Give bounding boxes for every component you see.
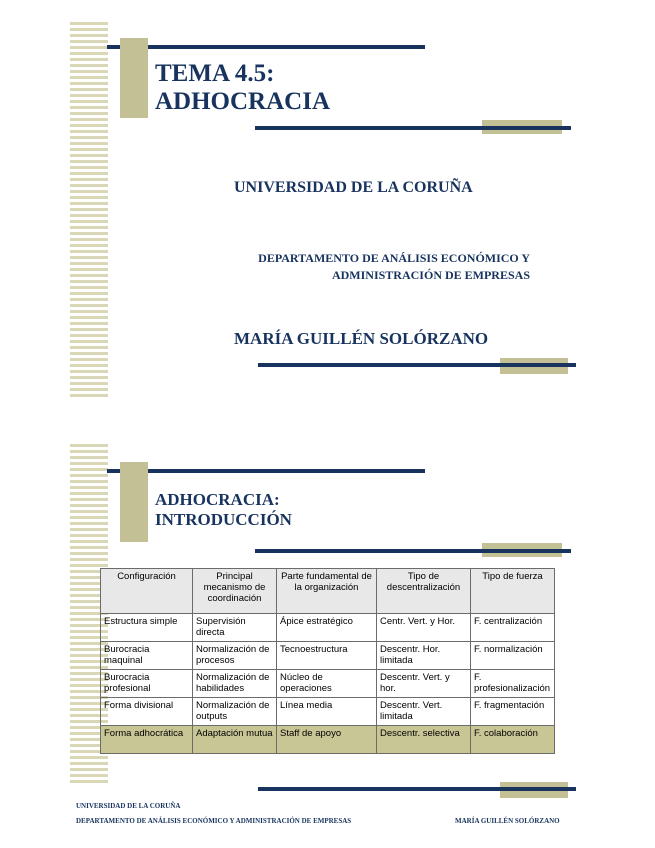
table-row: [101, 642, 555, 670]
author-name: MARÍA GUILLÉN SOLÓRZANO: [234, 329, 489, 348]
slide2-bottom-rule: [258, 787, 576, 791]
table-cell: Línea media: [277, 698, 377, 726]
department-line2: ADMINISTRACIÓN DE EMPRESAS: [331, 268, 530, 282]
table-cell: Tecnoestructura: [277, 642, 377, 670]
table-row: [101, 698, 555, 726]
table-cell: Descentr. selectiva: [377, 726, 471, 754]
table-cell: Ápice estratégico: [277, 614, 377, 642]
table-row-highlighted: [101, 726, 555, 754]
table-cell: Estructura simple: [101, 614, 193, 642]
table-cell: Normalización de outputs: [193, 698, 277, 726]
configurations-table: [100, 568, 555, 754]
table-cell: Descentr. Vert. limitada: [377, 698, 471, 726]
table-cell: F. normalización: [471, 642, 555, 670]
table-row: [101, 670, 555, 698]
footer-department: DEPARTAMENTO DE ANÁLISIS ECONÓMICO Y ADMINISTRACIÓN DE EMPRESAS: [76, 817, 352, 825]
slide1-title-line2: ADHOCRACIA: [155, 88, 330, 115]
bottom-rule: [258, 363, 576, 367]
table-cell: Forma divisional: [101, 698, 193, 726]
department-name: [150, 250, 530, 284]
title-accent-block: [120, 38, 148, 118]
table-cell: Burocracia maquinal: [101, 642, 193, 670]
table-cell: Descentr. Hor. limitada: [377, 642, 471, 670]
table-cell: F. profesionalización: [471, 670, 555, 698]
slide2-mid-rule: [255, 549, 571, 553]
mid-rule: [255, 126, 571, 130]
slide2-title-line2: INTRODUCCIÓN: [155, 510, 292, 529]
table-cell: Supervisión directa: [193, 614, 277, 642]
table-cell: Forma adhocrática: [101, 726, 193, 754]
footer-author: MARÍA GUILLÉN SOLÓRZANO: [455, 817, 560, 825]
header-cell: Parte fundamental de la organización: [277, 569, 377, 614]
university-name: UNIVERSIDAD DE LA CORUÑA: [234, 179, 473, 196]
table-cell: Descentr. Vert. y hor.: [377, 670, 471, 698]
slide2-title-line1: ADHOCRACIA:: [155, 490, 280, 509]
header-cell: Configuración: [101, 569, 193, 614]
header-cell: Principal mecanismo de coordinación: [193, 569, 277, 614]
table-cell: Centr. Vert. y Hor.: [377, 614, 471, 642]
table-cell: Staff de apoyo: [277, 726, 377, 754]
table-cell: Núcleo de operaciones: [277, 670, 377, 698]
table-cell: F. centralización: [471, 614, 555, 642]
table-cell: F. fragmentación: [471, 698, 555, 726]
table-header-row: [101, 569, 555, 614]
table-row: [101, 614, 555, 642]
decorative-stripes-slide1: [70, 22, 108, 400]
department-line1: DEPARTAMENTO DE ANÁLISIS ECONÓMICO Y: [258, 251, 530, 265]
slide1-title-line1: TEMA 4.5:: [155, 60, 275, 87]
slide2-title: [155, 490, 292, 530]
table-cell: Normalización de habilidades: [193, 670, 277, 698]
table-cell: Burocracia profesional: [101, 670, 193, 698]
top-rule: [107, 45, 425, 49]
slide1-title: [155, 60, 330, 116]
header-cell: Tipo de descentralización: [377, 569, 471, 614]
footer-university: UNIVERSIDAD DE LA CORUÑA: [76, 802, 181, 810]
table-cell: Normalización de procesos: [193, 642, 277, 670]
slide2-top-rule: [107, 469, 425, 473]
table-cell: F. colaboración: [471, 726, 555, 754]
slide2-title-accent-block: [120, 462, 148, 542]
header-cell: Tipo de fuerza: [471, 569, 555, 614]
table-cell: Adaptación mutua: [193, 726, 277, 754]
